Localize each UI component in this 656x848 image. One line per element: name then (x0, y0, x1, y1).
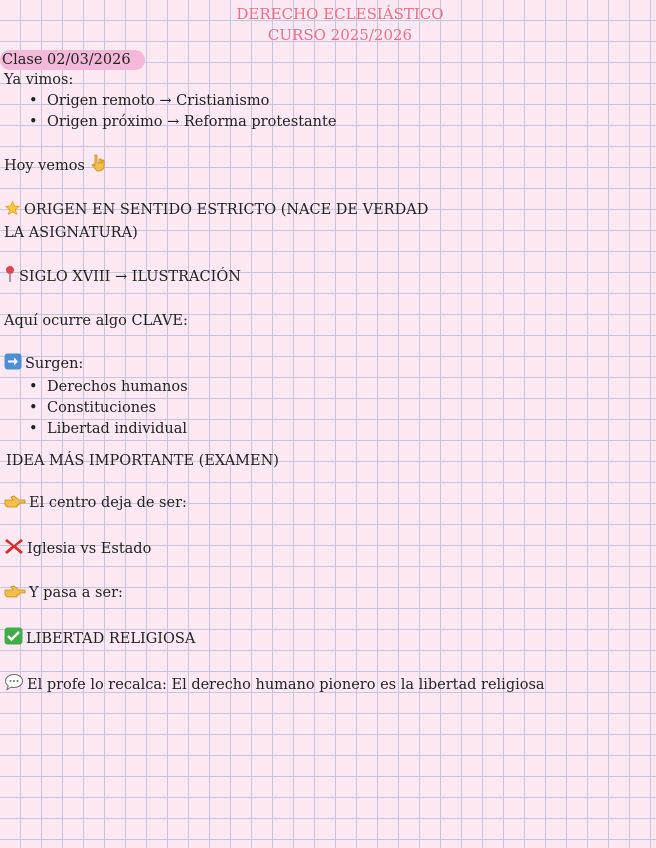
star-icon (4, 200, 21, 223)
point-right-icon (4, 585, 26, 606)
point-right-icon (4, 495, 26, 516)
document-title: DERECHO ECLESIÁSTICO (236, 5, 444, 23)
pasa-text: Y pasa a ser: (29, 585, 123, 601)
list-item: • Origen remoto → Cristianismo (47, 91, 656, 112)
list-item: • Origen próximo → Reforma protestante (47, 112, 656, 133)
clave-text: Aquí ocurre algo CLAVE: (4, 313, 188, 329)
siglo-line (0, 265, 656, 290)
surgen-line (0, 353, 656, 377)
pin-icon (4, 265, 16, 290)
profe-text: El profe lo recalca: El derecho humano pionero es la libertad religiosa (27, 677, 545, 693)
centro-text: El centro deja de ser: (29, 495, 187, 511)
iglesia-text: Iglesia vs Estado (27, 541, 152, 557)
ya-vimos-label: Ya vimos: (4, 72, 74, 88)
document-course: CURSO 2025/2026 (267, 26, 413, 44)
libertad-text: LIBERTAD RELIGIOSA (26, 631, 196, 647)
speech-bubble-icon (4, 673, 24, 698)
list-item: • Constituciones (47, 398, 656, 419)
hoy-vemos-label: Hoy vemos (4, 158, 85, 174)
pasa-line (0, 583, 656, 606)
surgen-list (0, 377, 656, 440)
document-header (0, 0, 656, 46)
list-item: • Derechos humanos (47, 377, 656, 398)
hoy-vemos-line (0, 154, 656, 179)
surgen-label: Surgen: (25, 356, 84, 372)
check-mark-icon (4, 627, 23, 652)
date-badge: Clase 02/03/2026 (0, 50, 145, 70)
origen-heading-line (0, 200, 444, 244)
ya-vimos-list (0, 91, 656, 133)
cross-mark-icon (4, 537, 24, 562)
centro-line (0, 493, 656, 516)
libertad-line (0, 627, 656, 652)
siglo-text: SIGLO XVIII → ILUSTRACIÓN (19, 269, 241, 285)
idea-text: IDEA MÁS IMPORTANTE (EXAMEN) (6, 453, 279, 469)
profe-line (0, 673, 656, 698)
iglesia-line (0, 537, 656, 562)
origen-heading: ORIGEN EN SENTIDO ESTRICTO (NACE DE VERDAD LA ASIGNATURA) (4, 202, 429, 241)
arrow-right-icon (4, 353, 22, 377)
point-down-icon (89, 154, 105, 179)
list-item: • Libertad individual (47, 419, 656, 440)
